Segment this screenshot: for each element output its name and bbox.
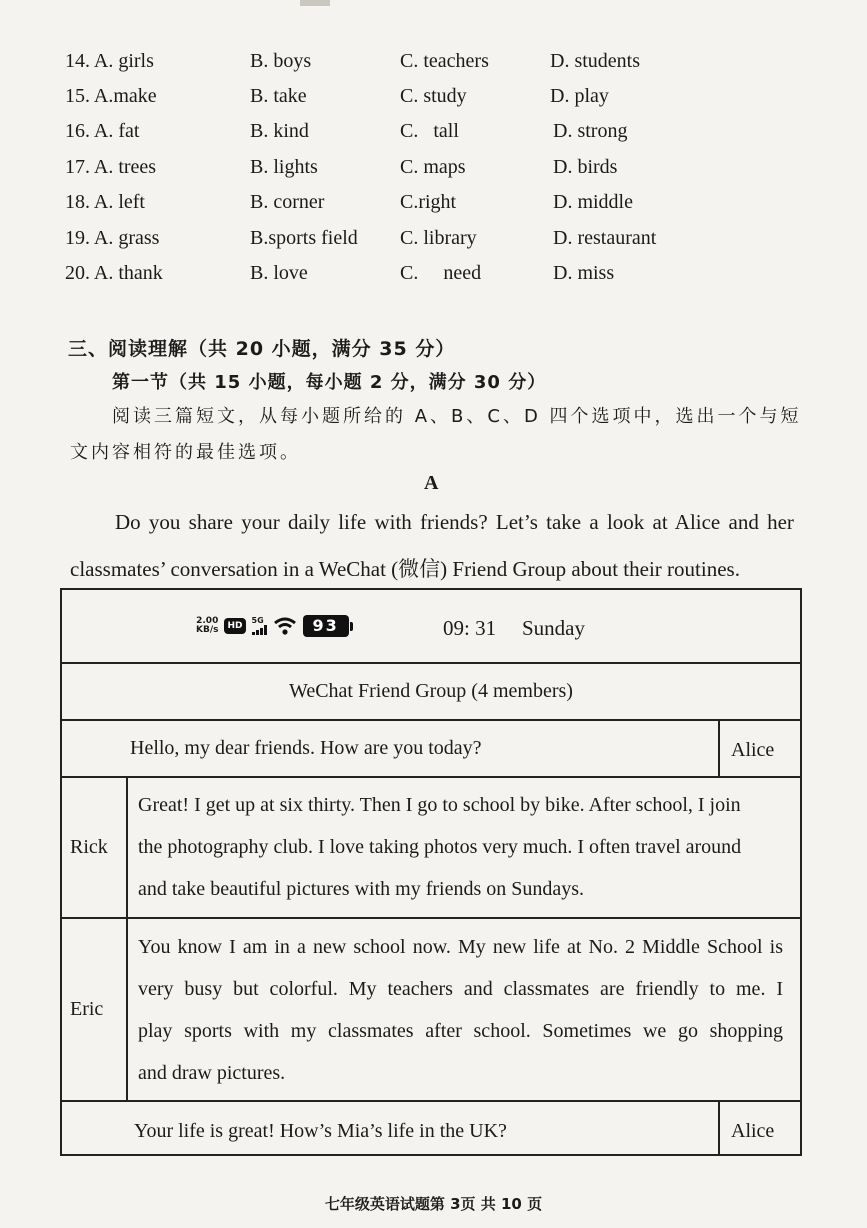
chat-message: Hello, my dear friends. How are you today? [130,737,482,759]
option-c: C. teachers [400,50,489,72]
sender-name: Rick [70,836,108,858]
option-c: C. study [400,85,467,107]
passage-intro-line: Do you share your daily life with friends? Let’s take a look at Alice and her [115,510,794,534]
option-a: 18. A. left [65,191,145,213]
message-line: very busy but colorful. My teachers and classmates are friendly to me. I [138,978,783,1000]
option-d: D. restaurant [553,227,657,249]
battery-icon [303,615,353,637]
option-c: C.right [400,191,457,213]
option-c: C. tall [400,120,459,142]
message-line: and take beautiful pictures with my friends on Sundays. [138,878,585,900]
passage-label: A [424,472,439,494]
section-subtitle: 第一节（共 15 小题，每小题 2 分，满分 30 分） [112,372,547,393]
option-d: D. strong [553,120,628,142]
message-line: the photography club. I love taking photos very much. I often travel around [138,836,742,858]
option-d: D. play [550,85,609,107]
message-line: Great! I get up at six thirty. Then I go to school by bike. After school, I join [138,794,741,816]
battery-level: 93 [303,615,349,637]
speed-unit: KB/s [196,625,219,635]
option-b: B. boys [250,50,312,72]
option-a: 19. A. grass [65,227,160,249]
wifi-icon [273,617,297,635]
scan-mark [300,0,330,6]
signal-icon [252,617,267,635]
sender-name: Alice [731,1120,775,1142]
option-b: B.sports field [250,227,358,249]
sender-name: Eric [70,998,104,1020]
option-a: 14. A. girls [65,50,154,72]
option-a: 17. A. trees [65,156,157,178]
option-d: D. students [550,50,640,72]
passage-intro-line: classmates’ conversation in a WeChat (微信) Friend Group about their routines. [70,557,740,581]
chat-table [60,588,802,1156]
option-a: 15. A.make [65,85,157,107]
chat-message: Your life is great! How’s Mia’s life in the UK? [134,1120,507,1142]
option-c: C. library [400,227,477,249]
signal-bars [252,625,267,635]
option-c: C. need [400,262,482,284]
page-footer: 七年级英语试题第 3页 共 10 页 [324,1195,543,1213]
instruction-line: 阅读三篇短文，从每小题所给的 A、B、C、D 四个选项中，选出一个与短 [112,406,802,427]
phone-status-bar [62,590,800,662]
option-a: 20. A. thank [65,262,163,284]
option-d: D. miss [553,262,615,284]
sender-name: Alice [731,739,775,761]
option-a: 16. A. fat [65,120,140,142]
message-line: and draw pictures. [138,1062,286,1084]
group-title: WeChat Friend Group (4 members) [289,680,573,702]
option-b: B. take [250,85,307,107]
option-b: B. corner [250,191,325,213]
option-d: D. birds [553,156,618,178]
hd-icon: HD [224,618,245,634]
option-b: B. lights [250,156,318,178]
speed-value: 2.00 [196,616,219,626]
chat-message [138,926,783,1094]
option-d: D. middle [553,191,633,213]
instruction-line: 文内容相符的最佳选项。 [70,442,301,463]
message-line: play sports with my classmates after school. Sometimes we go shopping [138,1020,783,1042]
status-time: 09: 31 [443,616,497,640]
option-b: B. kind [250,120,309,142]
message-line: You know I am in a new school now. My new life at No. 2 Middle School is [138,936,783,958]
signal-label: 5G [251,616,264,625]
status-day: Sunday [522,616,585,640]
status-icons [196,612,353,640]
option-b: B. love [250,262,308,284]
network-speed [196,617,218,635]
section-title: 三、阅读理解（共 20 小题，满分 35 分） [68,338,456,360]
option-c: C. maps [400,156,466,178]
chat-message [138,784,741,910]
